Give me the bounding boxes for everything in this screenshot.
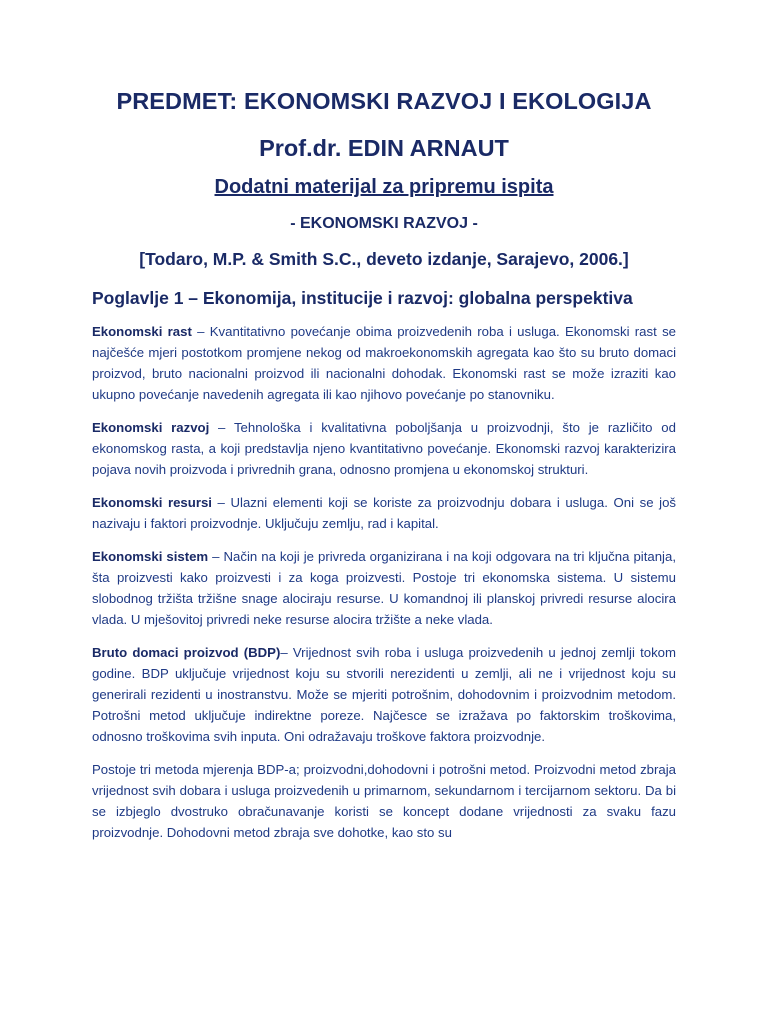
term-label: Ekonomski razvoj [92, 420, 210, 435]
paragraph-ekonomski-sistem [92, 546, 676, 630]
paragraph-bdp-methods [92, 759, 676, 843]
body-text: Postoje tri metoda mjerenja BDP-a; proizvodni,dohodovni i potrošni metod. Proizvodni metod zbraja vrijednost svih dobara i usluga proizvedenih u primarnom, sekundarnom i tercijarnom sektoru. Da bi se izbjeglo dvostruko obračunavanje koristi se koncept dodane vrijednosti za svaku fazu proizvodnje. Dohodovni metod zbraja sve dohotke, kao sto su [92, 762, 676, 840]
material-title: Dodatni materijal za pripremu ispita [214, 176, 554, 198]
term-label: Bruto domaci proizvod (BDP) [92, 645, 281, 660]
definition-text: – Tehnološka i kvalitativna poboljšanja u proizvodnji, što je različito od ekonomskog rasta, a koji predstavlja njeno kvantitativno povećanje. Ekonomski razvoj karakterizira pojava novih proizvoda i privrednih grana, odnosno promjena u ekonomskoj strukturi. [92, 420, 676, 477]
term-label: Ekonomski rast [92, 324, 192, 339]
professor-name: Prof.dr. EDIN ARNAUT [259, 135, 509, 161]
reference-line: [Todaro, M.P. & Smith S.C., deveto izdanje, Sarajevo, 2006.] [139, 249, 629, 269]
paragraph-bdp [92, 642, 676, 747]
paragraph-ekonomski-rast [92, 321, 676, 405]
definition-text: – Način na koji je privreda organizirana i na koji odgovara na tri ključna pitanja, šta proizvesti kako proizvesti i za koga proizvesti. Postoje tri ekonomska sistema. U sistemu slobodnog tržišta tržišne snage alociraju resurse. U komandnoj ili planskoj privredi resurse alocira vlada. U mješovitoj privredi neke resurse alocira tržište a neke vlada. [92, 549, 676, 627]
term-label: Ekonomski resursi [92, 495, 212, 510]
paragraph-ekonomski-resursi [92, 492, 676, 534]
chapter-heading: Poglavlje 1 – Ekonomija, institucije i razvoj: globalna perspektiva [92, 288, 633, 308]
subject-title: PREDMET: EKONOMSKI RAZVOJ I EKOLOGIJA [116, 88, 652, 114]
definition-text: – Ulazni elementi koji se koriste za proizvodnju dobara i usluga. Oni se još nazivaju i faktori proizvodnje. Uključuju zemlju, rad i kapital. [92, 495, 676, 531]
definition-text: – Vrijednost svih roba i usluga proizvedenih u jednoj zemlji tokom godine. BDP uključuje vrijednost koju su stvorili nerezidenti u zemlji, ali ne i vrijednost koju su generirali rezidenti u inostranstvu. Može se mjeriti potrošnim, dohodovnim i proizvodnim metodom. Potrošni metod uključuje indirektne poreze. Najčesce se izražava po faktorskim troškovima, odnosno troškovima svih inputa. Oni odražavaju troškove faktora proizvodnje. [92, 645, 676, 744]
definition-text: – Kvantitativno povećanje obima proizvedenih roba i usluga. Ekonomski rast se najčešće mjeri postotkom promjene nekog od makroekonomskih agregata kao što su bruto domaci proizvod, bruto nacionalni proizvod ili nacionalni dohodak. Ekonomski rast se može izraziti kao ukupno povećanje navedenih agregata ili kao njihovo povećanje po stanovniku. [92, 324, 676, 402]
paragraph-ekonomski-razvoj [92, 417, 676, 480]
term-label: Ekonomski sistem [92, 549, 209, 564]
topic-heading: - EKONOMSKI RAZVOJ - [290, 215, 478, 232]
